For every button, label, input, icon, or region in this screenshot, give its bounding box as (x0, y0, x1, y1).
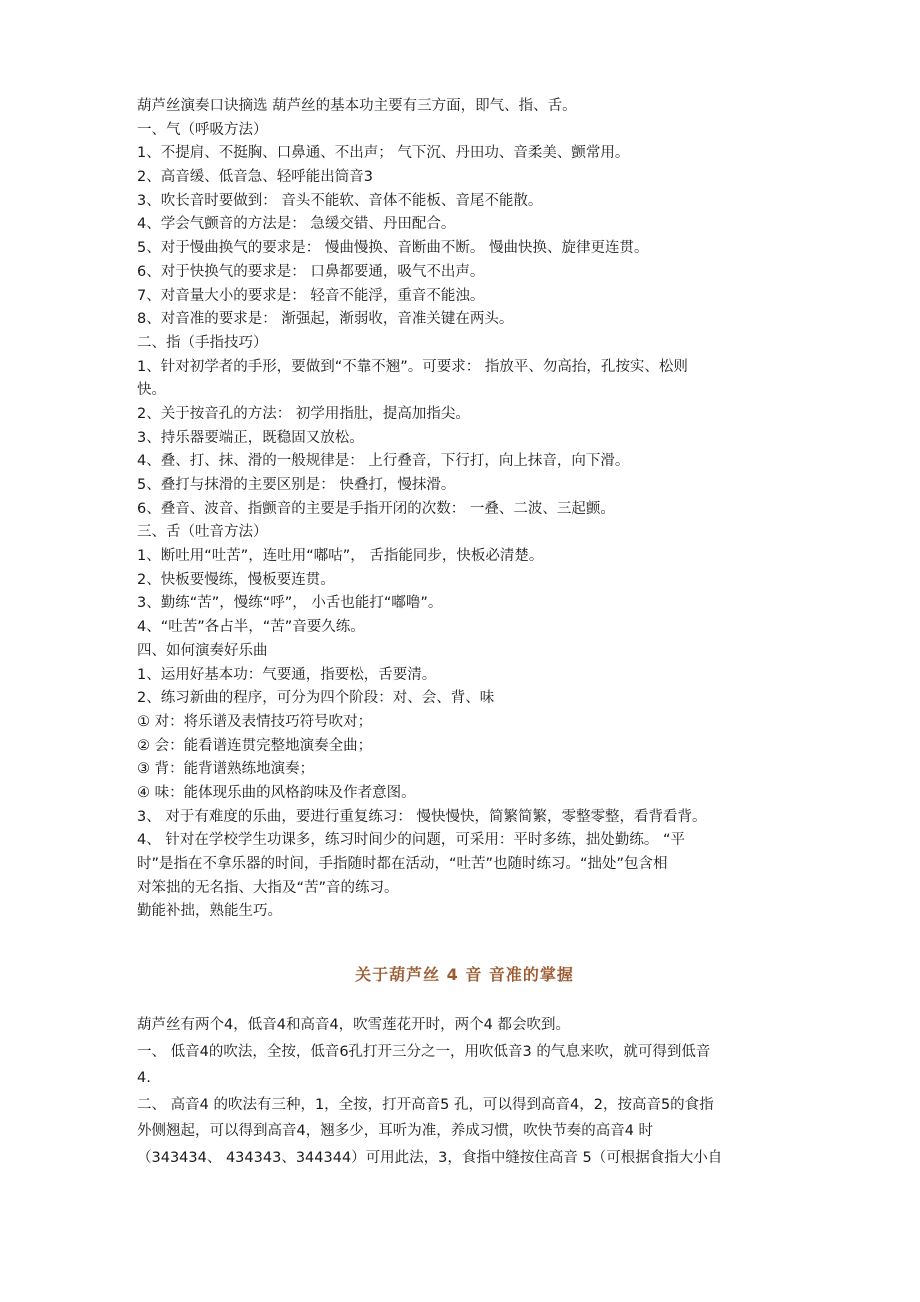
list-item: 时”是指在不拿乐器的时间，手指随时都在活动，“吐苦”也随时练习。“拙处”包含相 (137, 856, 668, 872)
paragraph-line: 4. (137, 1070, 151, 1086)
list-item: 8、对音准的要求是： 渐强起，渐弱收，音准关键在两头。 (137, 311, 514, 328)
list-item: ③ 背：能背谱熟练地演奏； (137, 761, 315, 778)
section-heading: 一、气（呼吸方法） (137, 121, 268, 138)
list-item: 5、对于慢曲换气的要求是： 慢曲慢换、音断曲不断。 慢曲快换、旋律更连贯。 (137, 240, 649, 257)
list-item: 2、快板要慢练，慢板要连贯。 (137, 571, 335, 588)
paragraph-line: 外侧翘起，可以得到高音4，翘多少，耳听为准，养成习惯，吹快节奏的高音4 时 (137, 1123, 654, 1139)
paragraph-line: 葫芦丝有两个4，低音4和高音4，吹雪莲花开时，两个4 都会吹到。 (137, 1017, 571, 1033)
paragraph-line: 一、 低音4的吹法，全按，低音6孔打开三分之一，用吹低音3 的气息来吹，就可得到低音 (137, 1043, 711, 1060)
list-item: 勤能补拙，熟能生巧。 (137, 903, 282, 920)
list-item: 4、“吐苦”各占半，“苦”音要久练。 (137, 619, 365, 636)
list-item: 1、运用好基本功：气要通，指要松，舌要清。 (137, 666, 437, 683)
list-item: 1、断吐用“吐苦”，连吐用“嘟咕”， 舌指能同步，快板必清楚。 (137, 548, 544, 565)
list-item: 1、针对初学者的手形，要做到“不靠不翘”。可要求： 指放平、勿高抬，孔按实、松则 (137, 358, 688, 375)
list-item: 2、高音缓、低音急、轻呼能出筒音3 (137, 169, 373, 186)
list-item: 6、叠音、波音、指颤音的主要是手指开闭的次数： 一叠、二波、三起颤。 (137, 500, 615, 517)
list-item: 6、对于快换气的要求是： 口鼻都要通，吸气不出声。 (137, 263, 485, 280)
list-item: 4、叠、打、抹、滑的一般规律是： 上行叠音，下行打，向上抹音，向下滑。 (137, 453, 630, 470)
article-2 (137, 1012, 792, 1171)
list-item: 3、 对于有难度的乐曲，要进行重复练习： 慢快慢快，简繁简繁，零整零整，看背看背。 (137, 808, 707, 825)
article-1 (137, 95, 792, 924)
list-item: 4、学会气颤音的方法是： 急缓交错、丹田配合。 (137, 216, 456, 233)
paragraph-line: （343434、 434343、344344）可用此法，3，食指中缝按住高音 5（可根据食指大小自 (137, 1149, 723, 1166)
list-item: 4、 针对在学校学生功课多，练习时间少的问题，可采用：平时多练，拙处勤练。 “平 (137, 832, 685, 849)
list-item: 2、练习新曲的程序，可分为四个阶段：对、会、背、味 (137, 690, 495, 707)
list-item: 5、叠打与抹滑的主要区别是： 快叠打，慢抹滑。 (137, 477, 456, 493)
list-item: 快。 (137, 382, 166, 399)
article-2-title: 关于葫芦丝 4 音 音准的掌握 (355, 965, 574, 984)
list-item: 3、勤练“苦”，慢练“呼”， 小舌也能打“嘟噜”。 (137, 595, 443, 612)
section-heading: 四、如何演奏好乐曲 (137, 642, 268, 659)
paragraph-line: 二、 高音4 的吹法有三种，1，全按，打开高音5 孔，可以得到高音4，2，按高音5的食指 (137, 1096, 714, 1113)
section-heading: 二、指（手指技巧） (137, 334, 268, 351)
list-item: 3、吹长音时要做到： 音头不能软、音体不能板、音尾不能散。 (137, 192, 543, 209)
list-item: 2、关于按音孔的方法： 初学用指肚，提高加指尖。 (137, 405, 470, 422)
list-item: 对笨拙的无名指、大指及“苦”音的练习。 (137, 879, 399, 896)
list-item: 1、不提肩、不挺胸、口鼻通、不出声； 气下沉、丹田功、音柔美、颤常用。 (137, 145, 630, 162)
list-item: 3、持乐器要端正，既稳固又放松。 (137, 429, 364, 446)
section-heading: 三、舌（吐音方法） (137, 524, 268, 541)
list-item: ④ 味：能体现乐曲的风格韵味及作者意图。 (137, 784, 416, 801)
intro-line: 葫芦丝演奏口诀摘选 葫芦丝的基本功主要有三方面，即气、指、舌。 (137, 98, 577, 114)
list-item: ① 对：将乐谱及表情技巧符号吹对； (137, 713, 373, 730)
list-item: ② 会：能看谱连贯完整地演奏全曲； (137, 737, 373, 754)
list-item: 7、对音量大小的要求是： 轻音不能浮，重音不能浊。 (137, 287, 485, 304)
